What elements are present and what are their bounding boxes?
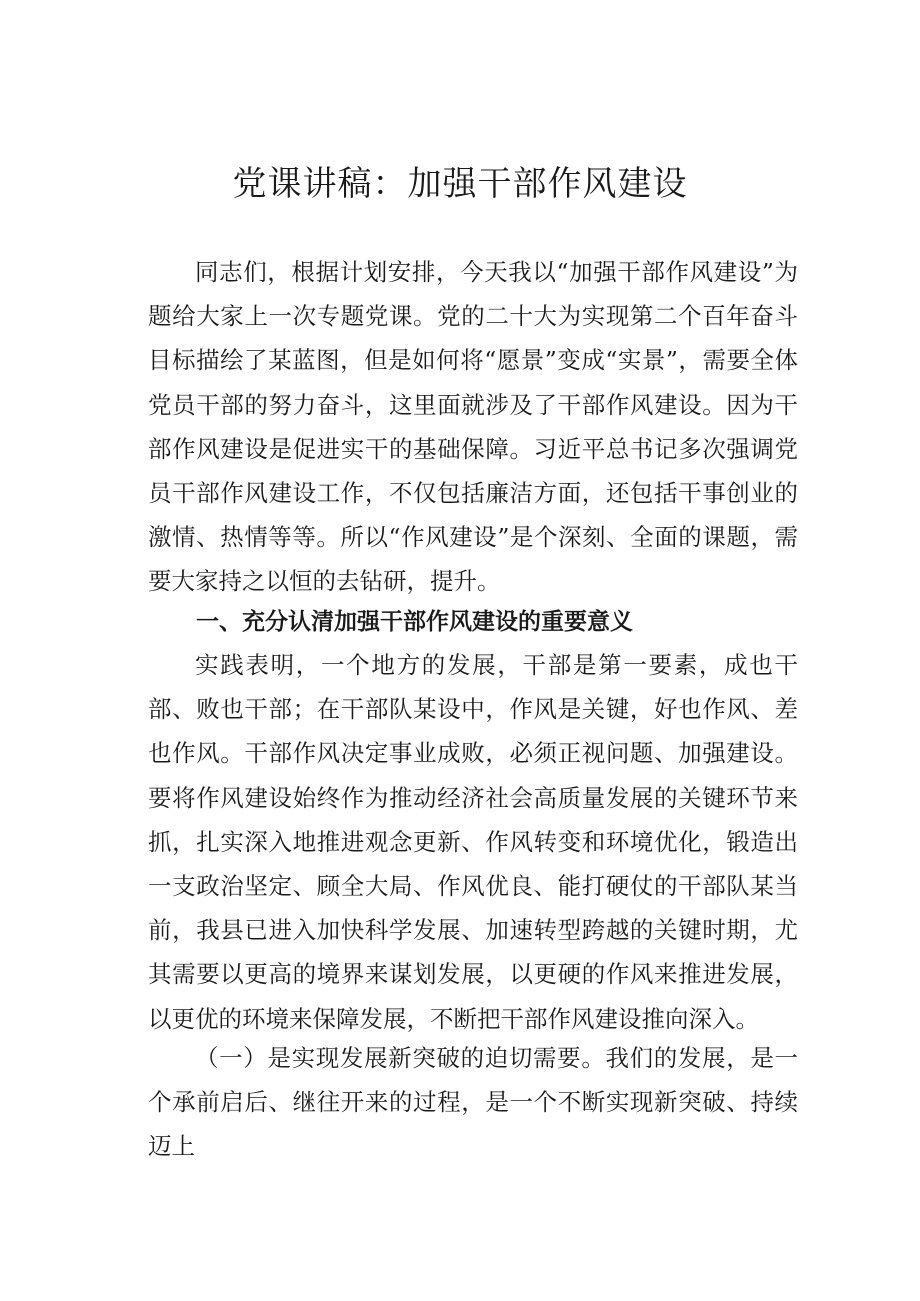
document-title: 党课讲稿：加强干部作风建设 [232, 164, 688, 204]
intro-paragraph: 同志们，根据计划安排，今天我以“加强干部作风建设”为题给大家上一次专题党课。党的二十大为实现第二个百年奋斗目标描绘了某蓝图，但是如何将“愿景”变成“实景”，需要全体党员干部的努力奋斗，这里面就涉及了干部作风建设。因为干部作风建设是促进实干的基础保障。习近平总书记多次强调党员干部作风建设工作，不仅包括廉洁方面，还包括干事创业的激情、热情等等。所以“作风建设”是个深刻、全面的课题，需要大家持之以恒的去钻研，提升。 [148, 258, 798, 596]
subsection-paragraph: （一）是实现发展新突破的迫切需要。我们的发展，是一个承前启后、继往开来的过程，是一个不断实现新突破、持续迈上 [148, 1044, 798, 1161]
section-heading: 一、充分认清加强干部作风建设的重要意义 [196, 609, 633, 635]
section-paragraph: 实践表明，一个地方的发展，干部是第一要素，成也干部、败也干部；在干部队某设中，作风是关键，好也作风、差也作风。干部作风决定事业成败，必须正视问题、加强建设。要将作风建设始终作为推动经济社会高质量发展的关键环节来抓，扎实深入地推进观念更新、作风转变和环境优化，锻造出一支政治坚定、顾全大局、作风优良、能打硬仗的干部队某当前，我县已进入加快科学发展、加速转型跨越的关键时期，尤其需要以更高的境界来谋划发展，以更硬的作风来推进发展，以更优的环境来保障发展，不断把干部作风建设推向深入。 [148, 651, 798, 1033]
